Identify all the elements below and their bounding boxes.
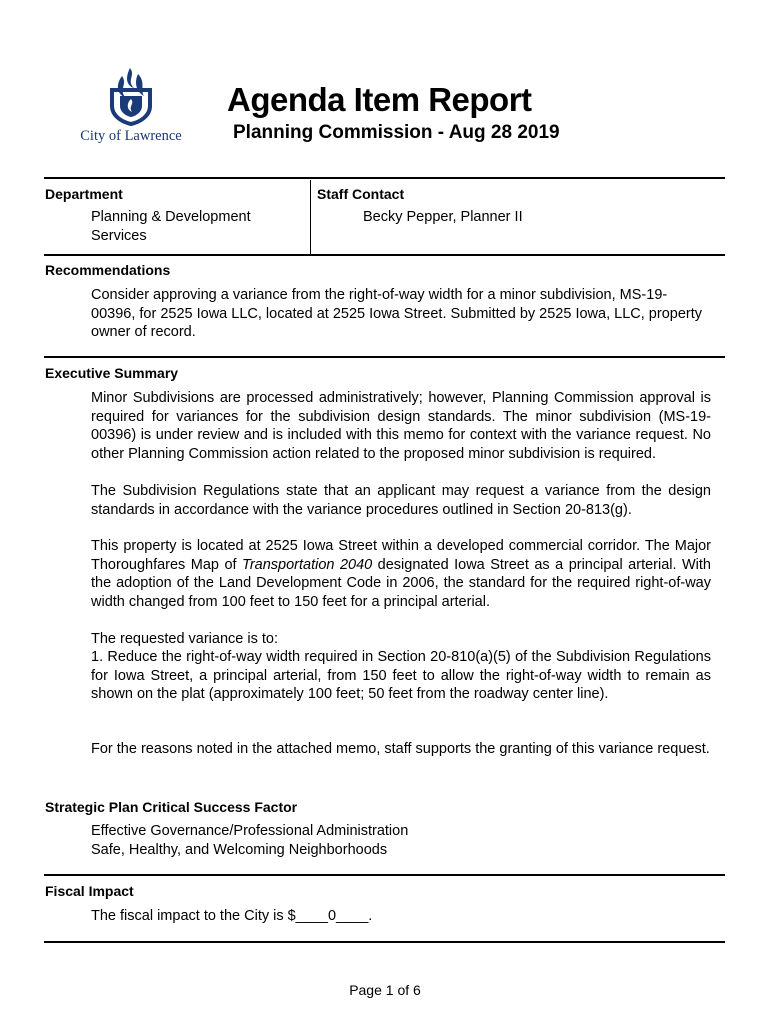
strategic-plan-label: Strategic Plan Critical Success Factor <box>45 799 298 815</box>
divider <box>44 177 725 179</box>
summary-paragraph-3 <box>91 537 711 611</box>
executive-summary-label: Executive Summary <box>45 365 179 381</box>
department-label: Department <box>45 186 123 202</box>
page-number: Page 1 of 6 <box>349 982 421 998</box>
divider <box>44 941 725 943</box>
staff-contact-label: Staff Contact <box>317 186 405 202</box>
summary-paragraph-4-intro: The requested variance is to: <box>91 631 278 647</box>
staff-contact-value: Becky Pepper, Planner II <box>363 209 523 225</box>
fiscal-impact-text: The fiscal impact to the City is $____0____. <box>91 908 373 924</box>
divider <box>44 356 725 358</box>
department-value: Planning & Development Services <box>91 209 251 244</box>
page-subtitle: Planning Commission - Aug 28 2019 <box>233 122 560 143</box>
strategic-factor-1: Effective Governance/Professional Administration <box>91 823 409 839</box>
paragraph-3-text: This property is located at 2525 Iowa Street within a developed commercial corridor. The Major Thoroughfares Map of <box>91 538 711 573</box>
recommendations-text: Consider approving a variance from the right-of-way width for a minor subdivision, MS-19-00396, for 2525 Iowa LLC, located at 2525 Iowa Street. Submitted by 2525 Iowa, LLC, property owner of record. <box>91 287 702 340</box>
divider <box>44 874 725 876</box>
summary-paragraph-1: Minor Subdivisions are processed administratively; however, Planning Commission approval is required for variances for the subdivision design standards. The minor subdivision (MS-19-00396) is under review and is included with this memo for context with the variance request. No other Planning Commission action related to the proposed minor subdivision is required. <box>91 390 711 462</box>
divider <box>44 254 725 256</box>
city-logo <box>76 66 186 156</box>
summary-paragraph-5: For the reasons noted in the attached memo, staff supports the granting of this variance request. <box>91 741 710 757</box>
page-title: Agenda Item Report <box>227 81 532 118</box>
transportation-plan-title: Transportation 2040 <box>242 556 373 573</box>
variance-item-1: 1. Reduce the right-of-way width required in Section 20-810(a)(5) of the Subdivision Regulations for Iowa Street, a principal arterial, from 150 feet to allow the right-of-way width to remain as shown on the plat (approximately 100 feet; 50 feet from the roadway center line). <box>91 649 711 702</box>
logo-text: City of Lawrence <box>80 128 182 144</box>
summary-paragraph-2: The Subdivision Regulations state that an applicant may request a variance from the design standards in accordance with the variance procedures outlined in Section 20-813(g). <box>91 483 711 518</box>
column-divider <box>310 180 311 256</box>
flame-shield-icon <box>106 66 156 126</box>
fiscal-impact-label: Fiscal Impact <box>45 883 134 899</box>
recommendations-label: Recommendations <box>45 262 171 278</box>
strategic-factor-2: Safe, Healthy, and Welcoming Neighborhoods <box>91 842 388 858</box>
paragraph-3-text-continued: designated Iowa Street as a principal arterial. With the adoption of the Land Development Code in 2006, the standard for the required right-of-way width changed from 100 feet to 150 feet for a principal arterial. <box>91 556 711 610</box>
